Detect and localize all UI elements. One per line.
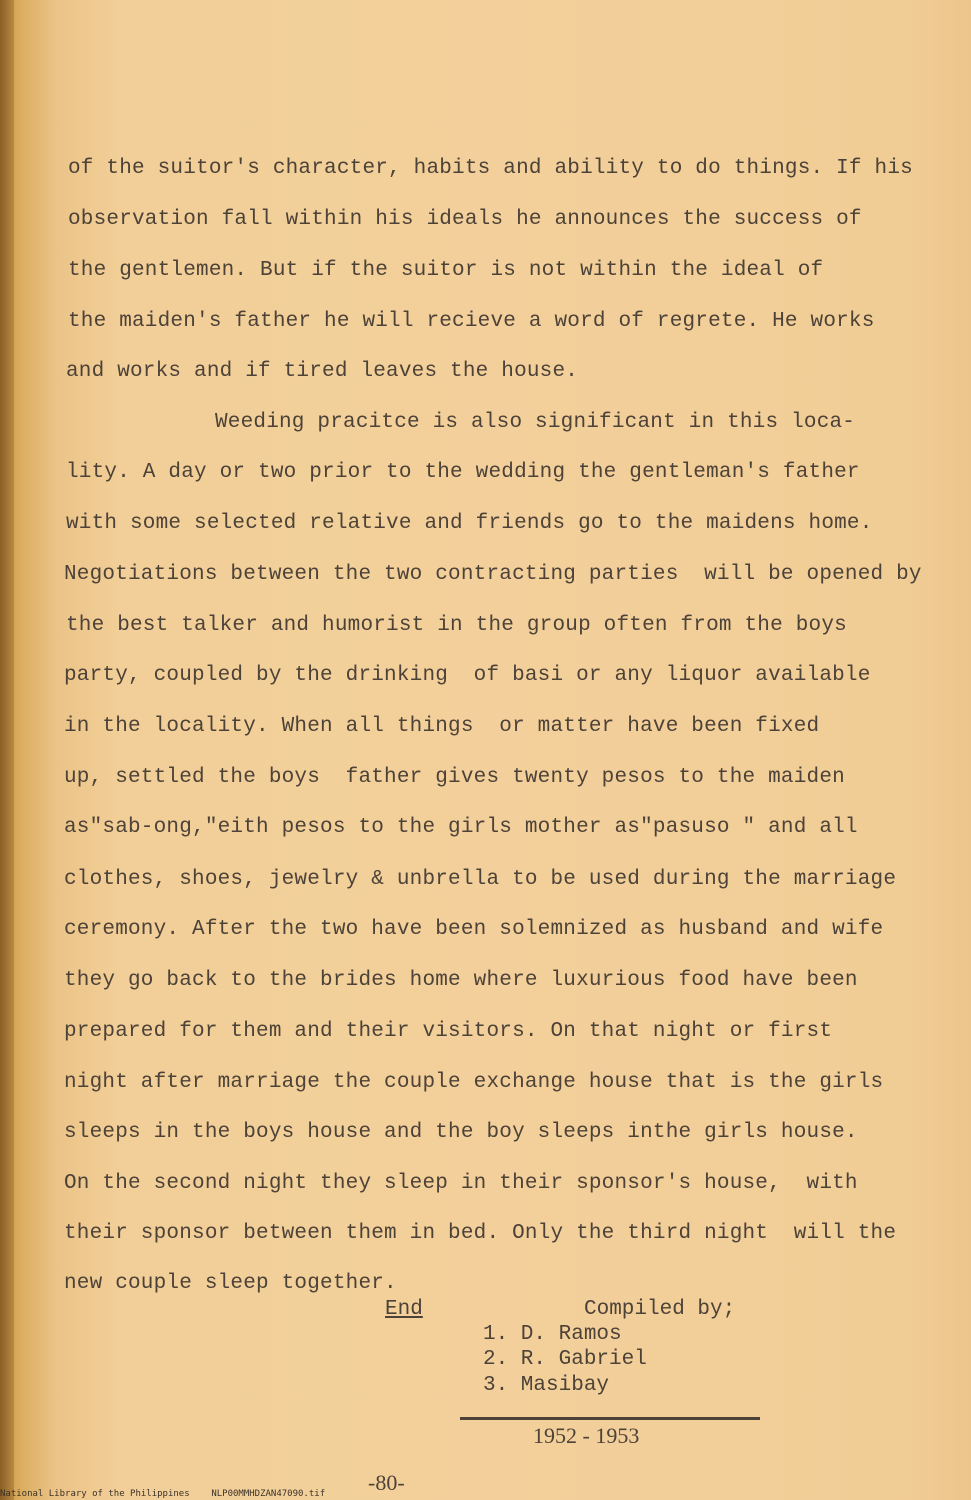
body-line: Negotiations between the two contracting parties will be opened by <box>64 563 922 586</box>
body-line: they go back to the brides home where luxurious food have been <box>64 969 858 992</box>
compiler-item: 2. R. Gabriel <box>483 1348 647 1371</box>
page-number: -80- <box>368 1470 405 1495</box>
body-line: party, coupled by the drinking of basi or any liquor available <box>64 664 871 687</box>
body-line: up, settled the boys father gives twenty pesos to the maiden <box>64 766 845 789</box>
body-line: the maiden's father he will recieve a word of regrete. He works <box>68 310 875 333</box>
body-line: night after marriage the couple exchange house that is the girls <box>64 1071 884 1094</box>
body-line: with some selected relative and friends go to the maidens home. <box>66 512 873 535</box>
body-line: Weeding pracitce is also significant in this loca- <box>215 411 856 434</box>
body-line: clothes, shoes, jewelry & unbrella to be used during the marriage <box>64 868 897 891</box>
body-line: sleeps in the boys house and the boy sleeps inthe girls house. <box>64 1121 858 1144</box>
body-line: lity. A day or two prior to the wedding the gentleman's father <box>66 461 860 484</box>
body-line: of the suitor's character, habits and ability to do things. If his <box>68 157 913 180</box>
signature-rule <box>460 1417 760 1420</box>
body-line: observation fall within his ideals he announces the success of <box>68 208 862 231</box>
body-line: the gentlemen. But if the suitor is not within the ideal of <box>68 259 824 282</box>
compiler-item: 1. D. Ramos <box>483 1323 622 1346</box>
body-line: new couple sleep together. <box>64 1272 397 1295</box>
compiled-by-label: Compiled by; <box>584 1298 736 1321</box>
body-line: On the second night they sleep in their sponsor's house, with <box>64 1172 858 1195</box>
body-line: the best talker and humorist in the group often from the boys <box>66 614 847 637</box>
body-line: in the locality. When all things or matter have been fixed <box>64 715 820 738</box>
archive-footer-credit: National Library of the Philippines NLP00MMHDZAN47090.tif <box>0 1489 326 1499</box>
end-label: End <box>385 1298 423 1321</box>
body-line: prepared for them and their visitors. On that night or first <box>64 1020 833 1043</box>
year-range: 1952 - 1953 <box>533 1423 640 1448</box>
body-line: and works and if tired leaves the house. <box>66 360 579 383</box>
body-line: ceremony. After the two have been solemnized as husband and wife <box>64 918 884 941</box>
body-line: their sponsor between them in bed. Only the third night will the <box>64 1222 897 1245</box>
body-line: as"sab-ong,"eith pesos to the girls mother as"pasuso " and all <box>64 816 858 839</box>
compiler-item: 3. Masibay <box>483 1374 610 1397</box>
binding-shadow <box>0 0 14 1500</box>
